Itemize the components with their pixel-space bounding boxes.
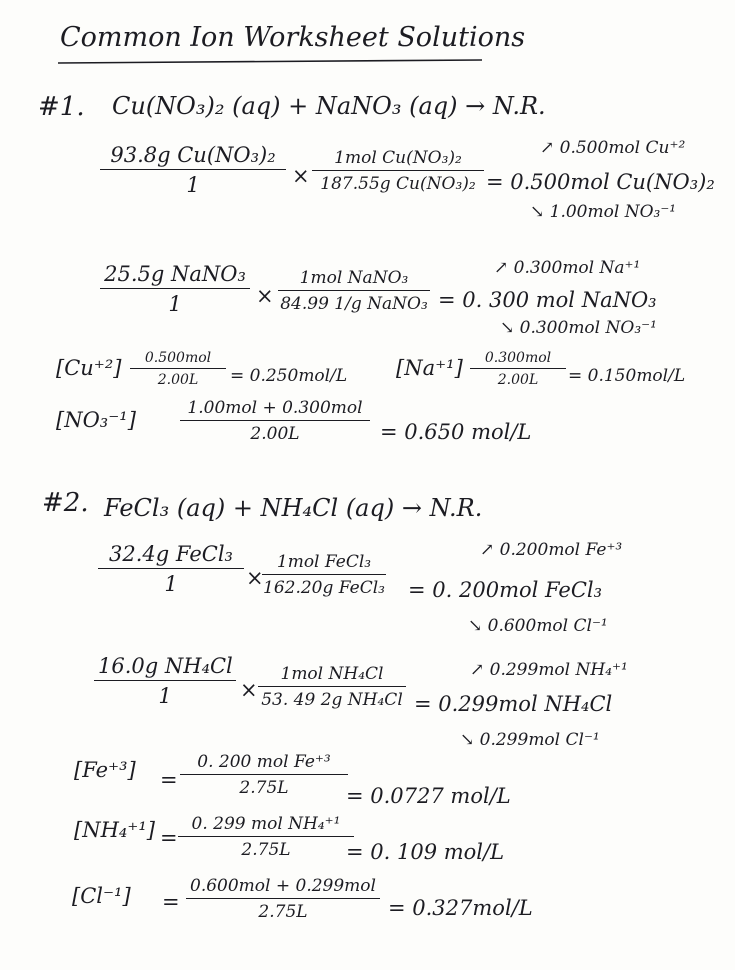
p1-c1-given-fraction — [100, 143, 286, 197]
p1-c2-ion-a: ↗ 0.300mol Na⁺¹ — [494, 258, 641, 278]
p1-conc-cu-numerator: 0.500mol — [130, 350, 226, 369]
p2-c2-ion-split-b — [460, 730, 600, 750]
p2-conc-cl-fraction — [186, 876, 380, 922]
p2-conc-nh4-denominator: 2.75L — [241, 840, 291, 860]
p1-c1-result: = 0.500mol Cu(NO₃)₂ — [486, 170, 715, 194]
p1-conc-no3-ion: [NO₃⁻¹] — [56, 408, 136, 432]
p1-c1-ion-split-b — [530, 202, 676, 222]
p2-c1-factor-fraction — [262, 552, 386, 598]
p1-c1-factor-numerator: 1mol Cu(NO₃)₂ — [312, 148, 484, 171]
p1-c2-factor-fraction — [278, 268, 430, 314]
p2-c1-factor-denominator: 162.20g FeCl₃ — [263, 578, 385, 598]
p1-conc-na-ion: [Na⁺¹] — [396, 356, 463, 380]
p1-c1-factor-fraction — [312, 148, 484, 194]
p2-c2-ion-split — [470, 660, 628, 680]
p2-c2-result: = 0.299mol NH₄Cl — [414, 692, 613, 716]
p2-c1-ion-split-b — [468, 616, 608, 636]
p1-c2-ion-split-b — [500, 318, 657, 338]
p2-conc-cl-denominator: 2.75L — [258, 902, 308, 922]
p1-c2-times: × — [256, 284, 274, 308]
p2-conc-fe-denominator: 2.75L — [239, 778, 289, 798]
p1-conc-na-result: = 0.150mol/L — [568, 366, 686, 386]
p2-c1-ion-split — [480, 540, 622, 560]
p1-conc-na-denominator: 2.00L — [497, 372, 539, 388]
p2-conc-nh4-numerator: 0. 299 mol NH₄⁺¹ — [178, 814, 354, 837]
p1-c1-ion-a: ↗ 0.500mol Cu⁺² — [540, 138, 686, 158]
p2-c2-factor-denominator: 53. 49 2g NH₄Cl — [261, 690, 403, 710]
p2-c1-ion-a: ↗ 0.200mol Fe⁺³ — [480, 540, 623, 560]
p1-c2-given-fraction — [100, 262, 250, 316]
p1-c2-factor-denominator: 84.99 1/g NaNO₃ — [280, 294, 428, 314]
p1-c1-ion-b: ↘ 1.00mol NO₃⁻¹ — [530, 202, 677, 222]
p1-conc-no3-numerator: 1.00mol + 0.300mol — [180, 398, 370, 421]
problem-2-number: #2. — [42, 488, 89, 518]
p1-c2-factor-numerator: 1mol NaNO₃ — [278, 268, 430, 291]
p1-conc-no3-denominator: 2.00L — [250, 424, 300, 444]
p2-c2-given-denominator: 1 — [158, 684, 172, 708]
p2-conc-fe-ion: [Fe⁺³] — [74, 758, 136, 782]
p2-c1-result: = 0. 200mol FeCl₃ — [408, 578, 603, 602]
p1-c1-ion-split — [540, 138, 685, 158]
p2-conc-fe-fraction — [180, 752, 348, 798]
p1-c1-times: × — [292, 164, 310, 188]
p2-conc-cl-result: = 0.327mol/L — [388, 896, 533, 920]
p1-c1-factor-denominator: 187.55g Cu(NO₃)₂ — [320, 174, 476, 194]
p2-c1-times: × — [246, 566, 264, 590]
p1-c2-result: = 0. 300 mol NaNO₃ — [438, 288, 657, 312]
p1-c2-given-numerator: 25.5g NaNO₃ — [100, 262, 250, 289]
p2-conc-nh4-fraction — [178, 814, 354, 860]
p2-conc-fe-equals: = — [160, 768, 178, 792]
p2-conc-cl-equals: = — [162, 890, 180, 914]
p2-c1-given-numerator: 32.4g FeCl₃ — [98, 542, 244, 569]
p2-conc-nh4-result: = 0. 109 mol/L — [346, 840, 505, 864]
p2-conc-fe-numerator: 0. 200 mol Fe⁺³ — [180, 752, 348, 775]
p2-c1-ion-b: ↘ 0.600mol Cl⁻¹ — [468, 616, 608, 636]
p1-conc-no3-fraction — [180, 398, 370, 444]
p2-c1-given-denominator: 1 — [164, 572, 178, 596]
problem-1-reaction: Cu(NO₃)₂ (aq) + NaNO₃ (aq) → N.R. — [112, 92, 546, 120]
p2-c2-ion-b: ↘ 0.299mol Cl⁻¹ — [460, 730, 600, 750]
p2-c2-factor-fraction — [258, 664, 406, 710]
page-title: Common Ion Worksheet Solutions — [60, 22, 526, 53]
p1-c1-given-denominator: 1 — [186, 173, 200, 197]
p2-conc-cl-numerator: 0.600mol + 0.299mol — [186, 876, 380, 899]
problem-1-number: #1. — [38, 92, 85, 122]
p2-conc-nh4-ion: [NH₄⁺¹] — [74, 818, 155, 842]
p2-c2-ion-a: ↗ 0.299mol NH₄⁺¹ — [470, 660, 628, 680]
p2-c2-given-numerator: 16.0g NH₄Cl — [94, 654, 236, 681]
p1-c2-ion-split — [494, 258, 640, 278]
p1-c2-ion-b: ↘ 0.300mol NO₃⁻¹ — [500, 318, 657, 338]
p2-c2-given-fraction — [94, 654, 236, 708]
p1-conc-cu-fraction — [130, 350, 226, 388]
p2-conc-fe-result: = 0.0727 mol/L — [346, 784, 511, 808]
p1-c1-given-numerator: 93.8g Cu(NO₃)₂ — [100, 143, 286, 170]
p1-conc-na-fraction — [470, 350, 566, 388]
p1-c2-given-denominator: 1 — [168, 292, 182, 316]
p1-conc-cu-ion: [Cu⁺²] — [56, 356, 122, 380]
problem-2-reaction: FeCl₃ (aq) + NH₄Cl (aq) → N.R. — [104, 494, 483, 522]
p2-conc-cl-ion: [Cl⁻¹] — [72, 884, 131, 908]
p1-conc-na-numerator: 0.300mol — [470, 350, 566, 369]
p1-conc-cu-result: = 0.250mol/L — [230, 366, 348, 386]
p1-conc-cu-denominator: 2.00L — [157, 372, 199, 388]
p2-conc-nh4-equals: = — [160, 826, 178, 850]
p2-c1-factor-numerator: 1mol FeCl₃ — [262, 552, 386, 575]
p2-c2-times: × — [240, 678, 258, 702]
p2-c1-given-fraction — [98, 542, 244, 596]
p2-c2-factor-numerator: 1mol NH₄Cl — [258, 664, 406, 687]
p1-conc-no3-result: = 0.650 mol/L — [380, 420, 532, 444]
